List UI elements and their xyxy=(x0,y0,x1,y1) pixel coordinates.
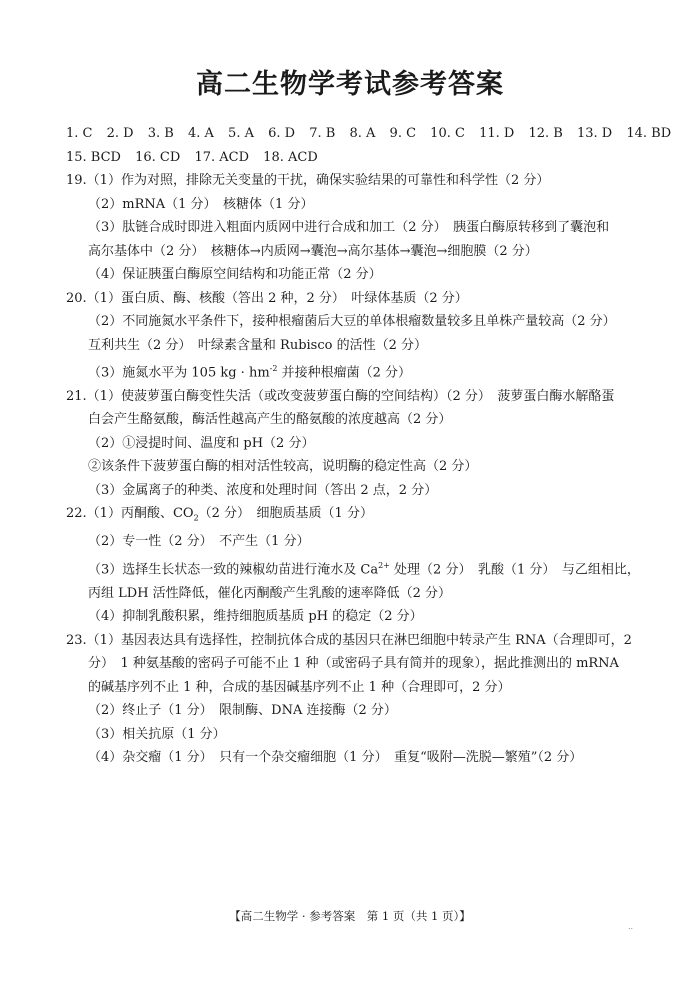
answer-line: 互利共生（2 分） 叶绿素含量和 Rubisco 的活性（2 分） xyxy=(88,337,427,353)
choice-answer: 1. C xyxy=(66,126,93,141)
answer-line: （3）施氮水平为 105 kg · $hm^{-2}$ 并接种根瘤菌（2 分） xyxy=(88,364,411,381)
answer-line: （3）金属离子的种类、浓度和处理时间（答出 2 点，2 分） xyxy=(88,482,438,498)
choice-answer: 2. D xyxy=(106,126,134,141)
choice-answers-row-1 xyxy=(66,122,672,146)
answer-line: （3）选择生长状态一致的辣椒幼苗进行淹水及 $Ca^{2+}$ 处理（2 分） 乳酸（1 分） 与乙组相比， xyxy=(88,560,640,578)
page-footer: 【高二生物学 · 参考答案 第 1 页（共 1 页）】 xyxy=(229,909,471,923)
choice-answer: 16. CD xyxy=(135,149,181,165)
answer-line: 22.（1）丙酮酸、$CO_2(2$ 分） 细胞质基质（1 分） xyxy=(66,506,373,523)
answer-line: ②该条件下菠萝蛋白酶的相对活性较高，说明酶的稳定性高（2 分） xyxy=(88,459,478,475)
choice-answer: 18. ACD xyxy=(263,149,318,165)
answer-line: 19.（1）作为对照，排除无关变量的干扰，确保实验结果的可靠性和科学性（2 分） xyxy=(66,173,550,188)
choice-answer: 6. D xyxy=(268,126,296,141)
answer-line: 白会产生酪氨酸，酶活性越高产生的酪氨酸的浓度越高（2 分） xyxy=(88,412,452,428)
answer-line: （3）肽链合成时即进入粗面内质网中进行合成和加工（2 分） 胰蛋白酶原转移到了囊泡和 xyxy=(88,220,610,235)
choice-answers-row-2 xyxy=(66,146,646,170)
choice-answer: 11. D xyxy=(479,126,515,141)
corner-mark: .. xyxy=(628,922,634,931)
answer-line: 高尔基体中（2 分） 核糖体→内质网→囊泡→高尔基体→囊泡→细胞膜（2 分） xyxy=(88,243,538,259)
answer-line: （2）mRNA（1 分） 核糖体（1 分） xyxy=(88,196,314,212)
answer-content xyxy=(66,122,672,770)
answer-line: （2）不同施氮水平条件下，接种根瘤菌后大豆的单体根瘤数量较多且单株产量较高（2 分） xyxy=(88,314,616,329)
choice-answer: 12. B xyxy=(528,126,563,141)
answer-line: （3）相关抗原（1 分） xyxy=(88,726,226,742)
answer-line: （2）①浸提时间、温度和 pH（2 分） xyxy=(88,435,315,451)
choice-answer: 9. C xyxy=(389,126,417,141)
answer-line: 丙组 LDH 活性降低，催化丙酮酸产生乳酸的速率降低（2 分） xyxy=(88,585,452,601)
answer-line: （2）专一性（2 分） 不产生（1 分） xyxy=(88,534,310,550)
choice-answer: 8. A xyxy=(349,126,376,141)
answer-line: 分） 1 种氨基酸的密码子可能不止 1 种（或密码子具有简并的现象），据此推测出的 mRNA xyxy=(88,656,619,672)
choice-answer: 5. A xyxy=(228,126,254,141)
choice-answer: 13. D xyxy=(576,126,613,141)
page-title: 高二生物学考试参考答案 xyxy=(196,69,504,100)
answer-line: （4）保证胰蛋白酶原空间结构和功能正常（2 分） xyxy=(88,267,382,282)
choice-answer: 4. A xyxy=(187,126,214,141)
answer-line: （2）终止子（1 分） 限制酶、DNA 连接酶（2 分） xyxy=(88,703,397,719)
answer-line: 的碱基序列不止 1 种，合成的基因碱基序列不止 1 种（合理即可，2 分） xyxy=(88,679,511,695)
choice-answer: 7. B xyxy=(309,126,336,141)
answer-line: （4）抑制乳酸积累，维持细胞质基质 pH 的稳定（2 分） xyxy=(88,609,423,625)
answer-line: 21.（1）使菠萝蛋白酶变性失活（或改变菠萝蛋白酶的空间结构）（2 分） 菠萝蛋白酶水解酪蛋 xyxy=(66,388,615,404)
choice-answer: 14. BD xyxy=(626,126,672,141)
answer-line: （4）杂交瘤（1 分） 只有一个杂交瘤细胞（1 分） 重复“吸附—洗脱—繁殖”（2 分） xyxy=(88,750,583,766)
choice-answer: 10. C xyxy=(430,126,465,141)
choice-answer: 17. ACD xyxy=(194,149,250,165)
answer-line: 23.（1）基因表达具有选择性，控制抗体合成的基因只在淋巴细胞中转录产生 RNA（合理即可，2 xyxy=(66,632,632,648)
answer-line: 20.（1）蛋白质、酶、核酸（答出 2 种，2 分） 叶绿体基质（2 分） xyxy=(66,290,468,306)
choice-answer: 3. B xyxy=(147,126,174,141)
choice-answer: 15. BCD xyxy=(66,149,121,165)
